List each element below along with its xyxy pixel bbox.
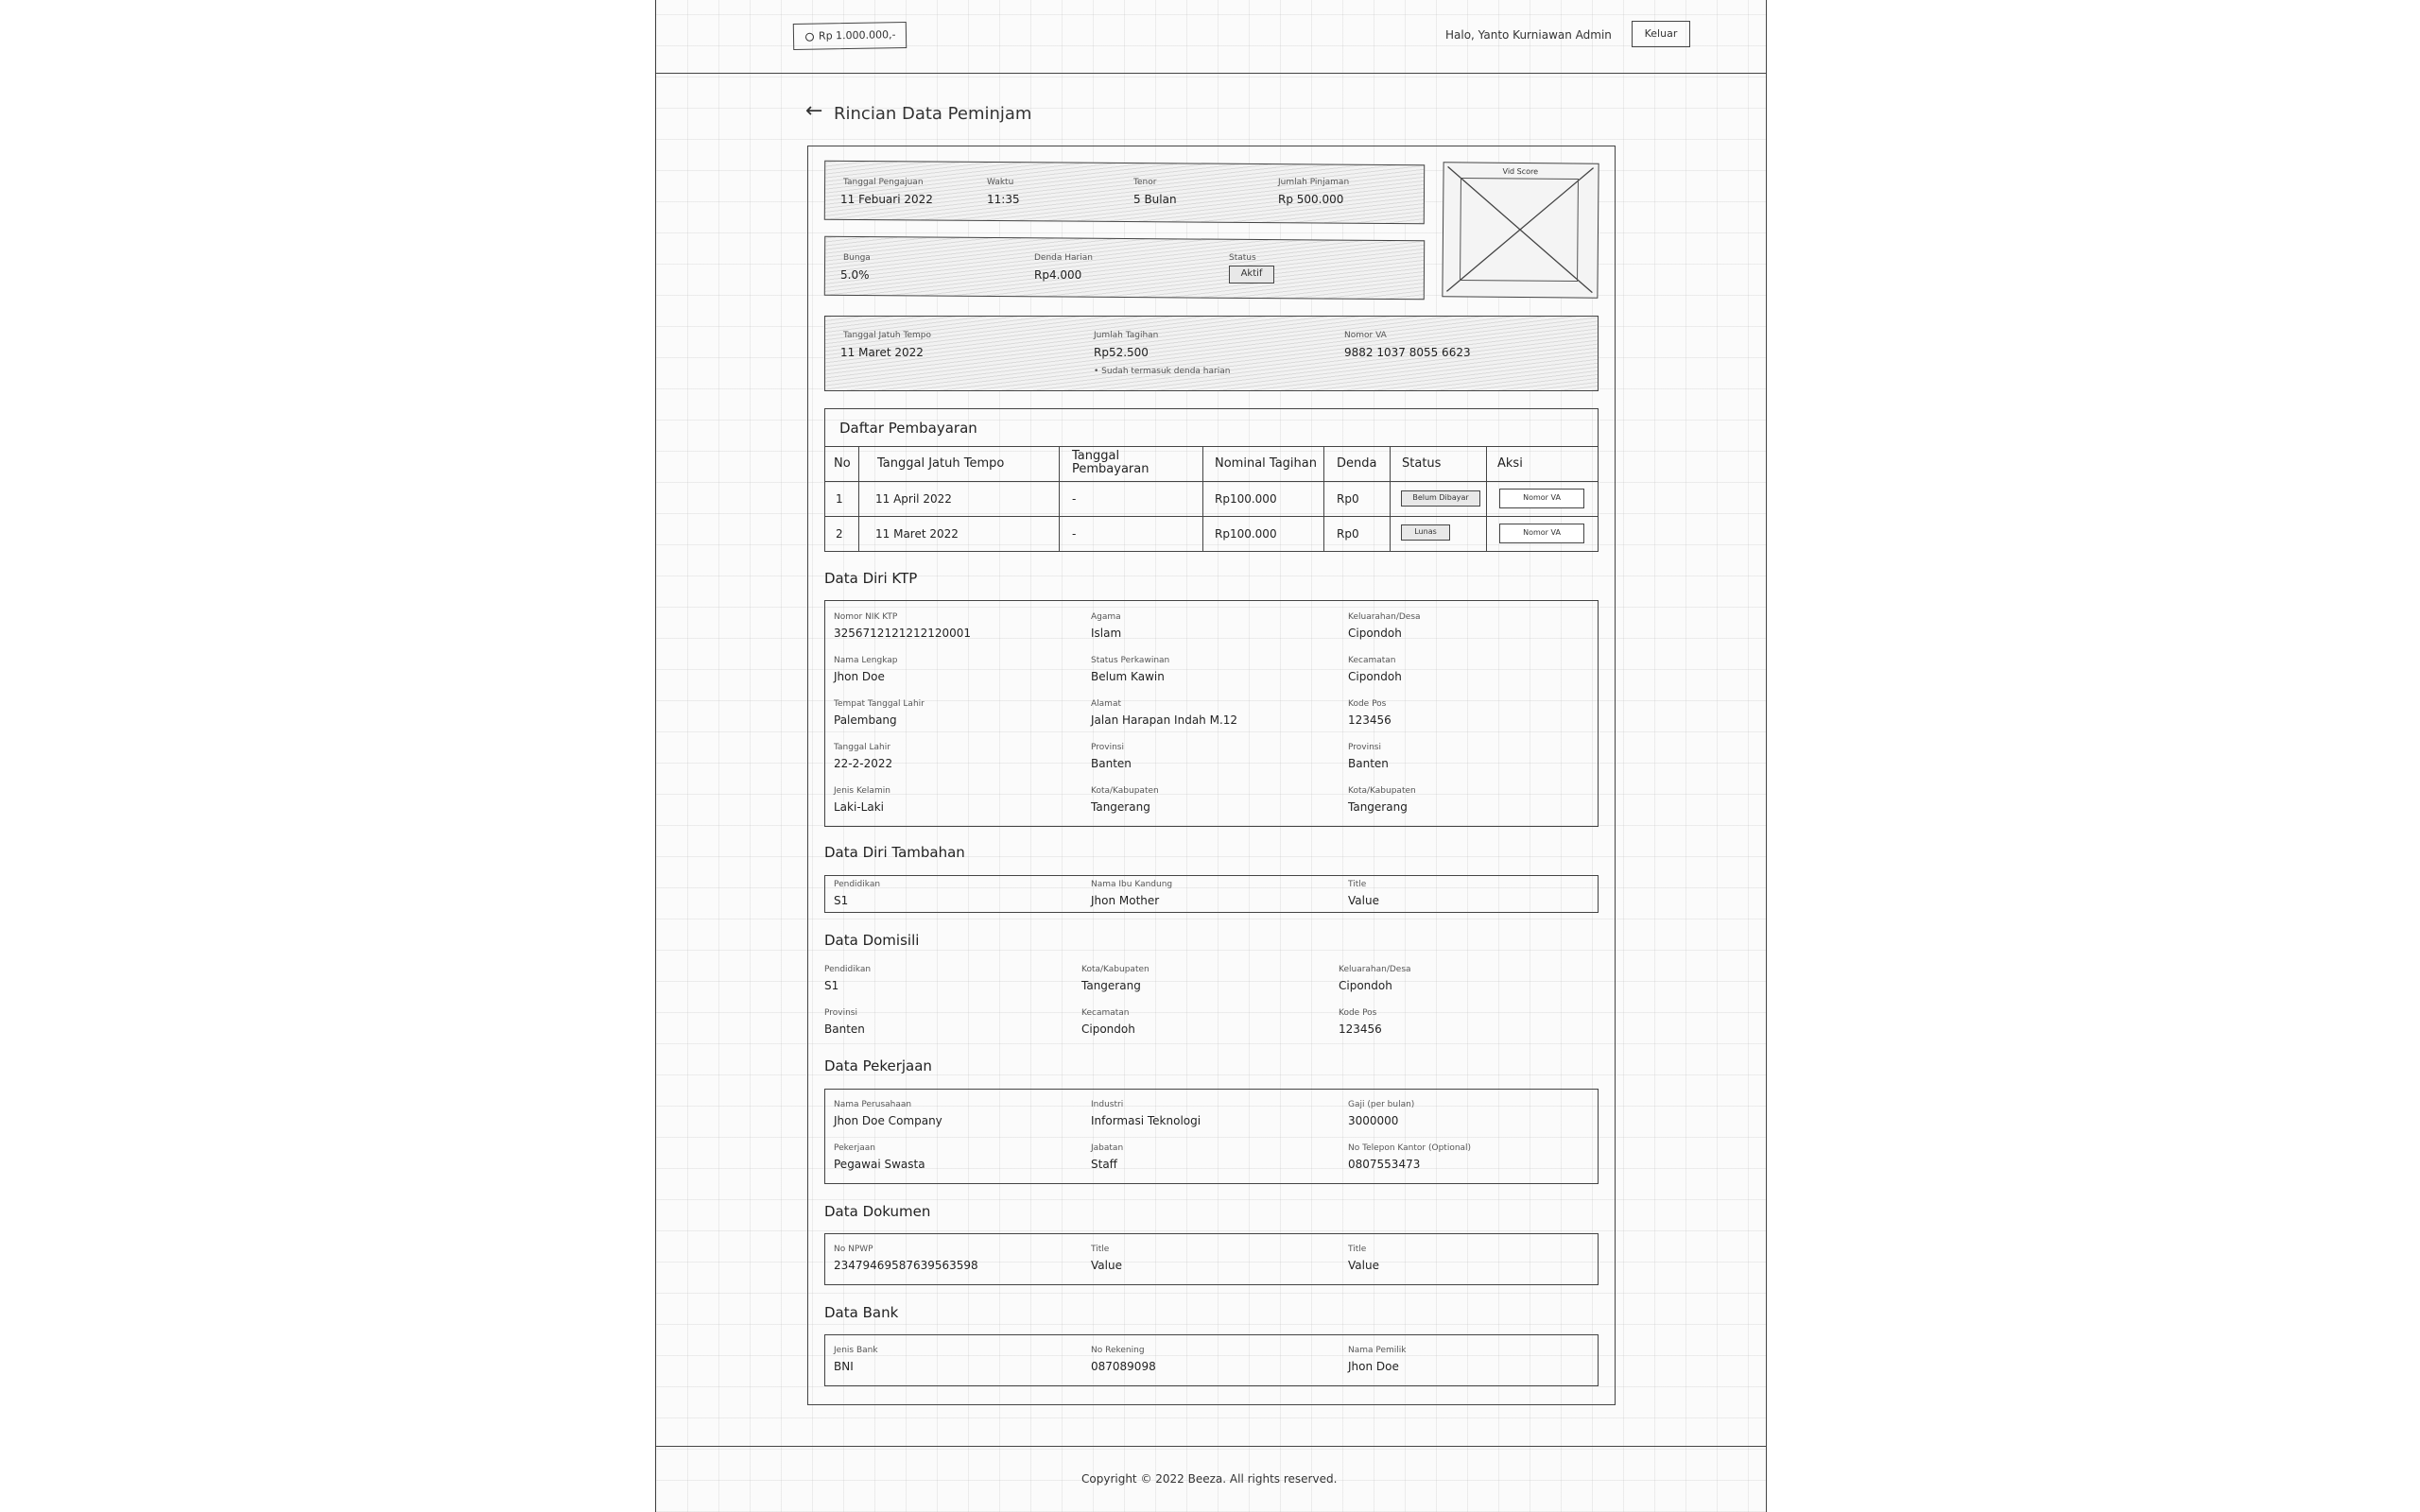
dokumen-section-title: Data Dokumen — [824, 1203, 931, 1220]
wallet-icon — [805, 33, 814, 42]
vid-score-image — [1442, 162, 1599, 298]
field-label: Keluarahan/Desa — [1348, 612, 1421, 622]
table-cell-paid: - — [1072, 492, 1077, 506]
bank-section-title: Data Bank — [824, 1304, 899, 1321]
va-number-button[interactable] — [1499, 524, 1584, 543]
field-label: Title — [1091, 1245, 1110, 1254]
tenor-label: Tenor — [1133, 178, 1157, 187]
submit-date-label: Tanggal Pengajuan — [843, 178, 924, 187]
col-divider — [1059, 446, 1060, 552]
field-label: Tempat Tanggal Lahir — [834, 699, 925, 709]
field-value: S1 — [824, 979, 839, 992]
col-header-amount: Nominal Tagihan — [1215, 456, 1317, 471]
bill-note: • Sudah termasuk denda harian — [1094, 367, 1231, 376]
loan-amount-value: Rp 500.000 — [1278, 193, 1344, 206]
field-value: Jalan Harapan Indah M.12 — [1091, 713, 1238, 727]
status-badge-unpaid-text: Belum Dibayar — [1412, 493, 1469, 502]
field-label: Kecamatan — [1081, 1008, 1130, 1018]
submit-date-value: 11 Febuari 2022 — [840, 193, 933, 206]
va-number-button-label: Nomor VA — [1523, 528, 1561, 537]
domisili-section-title: Data Domisili — [824, 932, 920, 949]
field-value: Islam — [1091, 627, 1122, 640]
field-value: Cipondoh — [1081, 1022, 1135, 1036]
header-divider — [656, 73, 1766, 74]
field-value: 123456 — [1348, 713, 1392, 727]
col-header-due-date: Tanggal Jatuh Tempo — [877, 456, 1005, 471]
field-label: Kota/Kabupaten — [1081, 965, 1150, 974]
field-label: Title — [1348, 1245, 1367, 1254]
due-date-label: Tanggal Jatuh Tempo — [843, 331, 931, 340]
va-number-value: 9882 1037 8055 6623 — [1344, 346, 1471, 359]
field-value: Palembang — [834, 713, 897, 727]
field-label: Nama Perusahaan — [834, 1100, 912, 1109]
field-value: Tangerang — [1348, 800, 1408, 814]
field-label: Provinsi — [1348, 743, 1381, 752]
back-arrow-icon[interactable]: ← — [805, 99, 823, 123]
daily-fine-value: Rp4.000 — [1034, 268, 1082, 282]
field-value: Banten — [1348, 757, 1389, 770]
loan-summary-row2 — [824, 236, 1425, 300]
field-label: Pendidikan — [824, 965, 872, 974]
field-label: Nama Ibu Kandung — [1091, 880, 1173, 889]
vid-score-label: Vid Score — [1502, 166, 1539, 177]
field-label: Provinsi — [1091, 743, 1124, 752]
bill-amount-label: Jumlah Tagihan — [1094, 331, 1159, 340]
bill-note-text: Sudah termasuk denda harian — [1101, 367, 1231, 376]
daily-fine-label: Denda Harian — [1034, 253, 1093, 263]
interest-value: 5.0% — [840, 268, 870, 282]
col-divider — [1202, 446, 1203, 552]
field-label: Nomor NIK KTP — [834, 612, 898, 622]
col-header-paid-date: Tanggal Pembayaran — [1072, 449, 1150, 476]
greeting-text: Halo, Yanto Kurniawan Admin — [1445, 28, 1612, 42]
col-divider — [1323, 446, 1324, 552]
status-label: Status — [1229, 253, 1256, 263]
table-cell-due: 11 Maret 2022 — [875, 527, 959, 541]
time-value: 11:35 — [987, 193, 1020, 206]
field-label: Industri — [1091, 1100, 1124, 1109]
field-value: Jhon Mother — [1091, 894, 1160, 907]
field-value: Value — [1348, 1259, 1379, 1272]
field-value: 123456 — [1339, 1022, 1382, 1036]
field-label: Keluarahan/Desa — [1339, 965, 1411, 974]
balance-text: Rp 1.000.000,- — [818, 28, 896, 43]
field-label: Nama Pemilik — [1348, 1346, 1407, 1355]
field-value: 23479469587639563598 — [834, 1259, 978, 1272]
field-label: Kode Pos — [1348, 699, 1387, 709]
table-header-border — [824, 481, 1599, 482]
field-value: Jhon Doe — [834, 670, 885, 683]
field-value: 3256712121212120001 — [834, 627, 972, 640]
col-divider — [858, 446, 859, 552]
field-value: 087089098 — [1091, 1360, 1156, 1373]
copyright-text: Copyright © 2022 Beeza. All rights reserved. — [1081, 1472, 1338, 1486]
field-value: Cipondoh — [1348, 627, 1402, 640]
pekerjaan-card — [824, 1089, 1599, 1184]
field-value: 3000000 — [1348, 1114, 1399, 1127]
bill-amount-value: Rp52.500 — [1094, 346, 1149, 359]
field-value: Belum Kawin — [1091, 670, 1165, 683]
status-badge-unpaid — [1401, 490, 1480, 507]
va-number-button[interactable] — [1499, 489, 1584, 508]
table-cell-paid: - — [1072, 527, 1077, 541]
field-label: Pekerjaan — [834, 1143, 876, 1153]
field-value: Cipondoh — [1348, 670, 1402, 683]
due-date-value: 11 Maret 2022 — [840, 346, 924, 359]
status-badge-paid-text: Lunas — [1414, 527, 1437, 536]
balance-box — [793, 22, 907, 50]
field-label: Kode Pos — [1339, 1008, 1377, 1018]
loan-summary-row3 — [824, 316, 1599, 391]
table-cell-fine: Rp0 — [1337, 527, 1359, 541]
table-cell-fine: Rp0 — [1337, 492, 1359, 506]
field-label: Alamat — [1091, 699, 1121, 709]
field-label: Agama — [1091, 612, 1121, 622]
table-cell-no: 2 — [836, 527, 843, 541]
table-cell-due: 11 April 2022 — [875, 492, 952, 506]
table-cell-no: 1 — [836, 492, 843, 506]
field-label: Status Perkawinan — [1091, 656, 1170, 665]
status-badge-text: Aktif — [1240, 268, 1263, 279]
field-label: No Rekening — [1091, 1346, 1145, 1355]
field-label: Kota/Kabupaten — [1091, 786, 1159, 796]
field-value: Jhon Doe — [1348, 1360, 1399, 1373]
field-label: Jabatan — [1091, 1143, 1124, 1153]
table-top-border — [824, 446, 1599, 447]
wireframe-page — [655, 0, 1767, 1512]
col-header-action: Aksi — [1497, 456, 1523, 471]
field-label: No NPWP — [834, 1245, 873, 1254]
status-badge-paid — [1401, 524, 1450, 541]
field-value: Informasi Teknologi — [1091, 1114, 1201, 1127]
field-value: Cipondoh — [1339, 979, 1392, 992]
field-value: BNI — [834, 1360, 854, 1373]
table-cell-amount: Rp100.000 — [1215, 492, 1277, 506]
field-label: Jenis Bank — [834, 1346, 878, 1355]
tambahan-card — [824, 875, 1599, 913]
field-value: Tangerang — [1081, 979, 1141, 992]
field-value: Pegawai Swasta — [834, 1158, 925, 1171]
bank-card — [824, 1334, 1599, 1386]
status-badge — [1229, 266, 1274, 284]
field-label: Nama Lengkap — [834, 656, 898, 665]
field-label: Pendidikan — [834, 880, 881, 889]
field-value: Staff — [1091, 1158, 1117, 1171]
col-header-status: Status — [1402, 456, 1442, 471]
field-value: Value — [1091, 1259, 1122, 1272]
logout-button[interactable] — [1632, 21, 1690, 47]
time-label: Waktu — [987, 178, 1014, 187]
logout-label: Keluar — [1644, 27, 1678, 40]
interest-label: Bunga — [843, 253, 871, 263]
image-placeholder-icon — [1443, 163, 1597, 296]
field-value: S1 — [834, 894, 849, 907]
field-label: Title — [1348, 880, 1367, 889]
loan-amount-label: Jumlah Pinjaman — [1278, 178, 1350, 187]
footer-divider — [656, 1446, 1766, 1447]
field-label: Kecamatan — [1348, 656, 1396, 665]
field-value: Banten — [1091, 757, 1132, 770]
tambahan-section-title: Data Diri Tambahan — [824, 844, 965, 861]
va-number-button-label: Nomor VA — [1523, 493, 1561, 502]
field-value: 22-2-2022 — [834, 757, 893, 770]
field-value: Value — [1348, 894, 1379, 907]
field-label: Kota/Kabupaten — [1348, 786, 1416, 796]
col-header-no: No — [834, 456, 851, 471]
field-value: Tangerang — [1091, 800, 1150, 814]
tenor-value: 5 Bulan — [1133, 193, 1177, 206]
field-value: Banten — [824, 1022, 865, 1036]
col-divider — [1486, 446, 1487, 552]
table-cell-amount: Rp100.000 — [1215, 527, 1277, 541]
field-label: Provinsi — [824, 1008, 857, 1018]
field-value: 0807553473 — [1348, 1158, 1421, 1171]
col-header-fine: Denda — [1337, 456, 1377, 471]
page-title: Rincian Data Peminjam — [834, 104, 1032, 124]
field-label: Gaji (per bulan) — [1348, 1100, 1415, 1109]
col-divider — [1390, 446, 1391, 552]
field-value: Jhon Doe Company — [834, 1114, 942, 1127]
table-row-border — [824, 516, 1599, 517]
field-label: Tanggal Lahir — [834, 743, 890, 752]
payment-list-title: Daftar Pembayaran — [839, 420, 977, 437]
ktp-section-title: Data Diri KTP — [824, 570, 918, 587]
field-label: Jenis Kelamin — [834, 786, 890, 796]
pekerjaan-section-title: Data Pekerjaan — [824, 1057, 932, 1074]
va-number-label: Nomor VA — [1344, 331, 1387, 340]
field-value: Laki-Laki — [834, 800, 884, 814]
field-label: No Telepon Kantor (Optional) — [1348, 1143, 1472, 1153]
